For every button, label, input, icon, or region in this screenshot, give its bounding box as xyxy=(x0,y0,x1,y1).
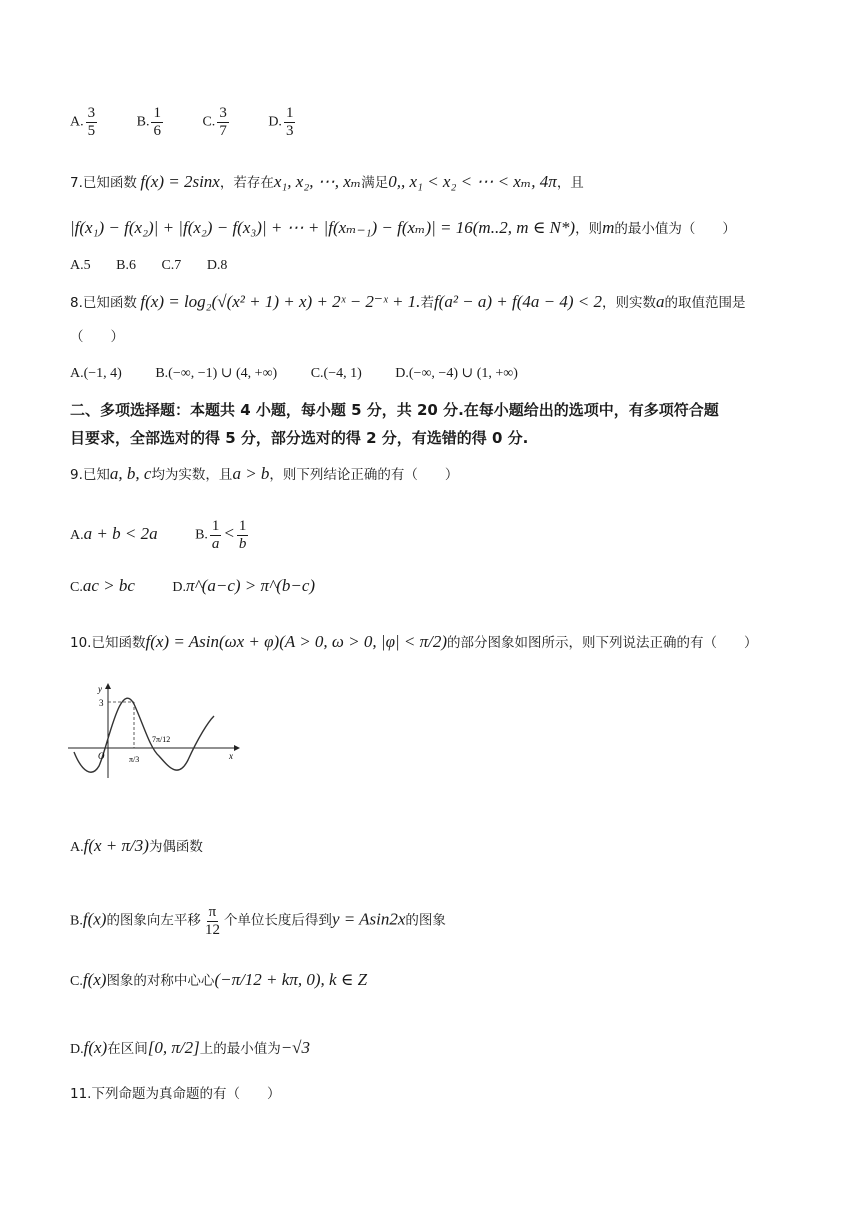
q8-options xyxy=(70,364,518,384)
q10-option-a: A.f(x + π/3)为偶函数 xyxy=(70,836,203,855)
fraction: $\frac{3}{7}$ xyxy=(219,105,227,139)
q8-stem: 8.已知函数 f(x) = log₂(√(x² + 1) + x) + 2ˣ − 2⁻ˣ + 1.若f(a² − a) + f(4a − 4) < 2，则实数a的取值范围是 xyxy=(70,292,746,311)
q6-option-b: B. $\frac{1}{6}$ xyxy=(136,105,161,139)
q10-stem: 10.已知函数f(x) = Asin(ωx + φ)(A > 0, ω > 0, |φ| < π/2)的部分图象如图所示，则下列说法正确的有（ ） xyxy=(70,632,758,651)
q8-option-d: D.(−∞, −4) ∪ (1, +∞) xyxy=(395,366,518,381)
q6-option-a: A. $\frac{3}{5}$ xyxy=(70,105,96,139)
sine-graph xyxy=(64,680,244,780)
q7-option-a: A.5 xyxy=(70,258,91,273)
sine-curve xyxy=(74,698,214,772)
section2-line2: 目要求，全部选对的得 5 分，部分选对的得 2 分，有选错的得 0 分. xyxy=(70,429,529,447)
q7-option-b: B.6 xyxy=(116,258,136,273)
y-axis-arrow xyxy=(105,683,111,689)
max-value-label: 3 xyxy=(99,698,104,708)
fraction: $\frac{1}{b}$ xyxy=(238,518,247,552)
q7-option-d: D.8 xyxy=(206,258,228,273)
fraction: $\frac{3}{5}$ xyxy=(87,105,96,139)
x-axis-label: x xyxy=(229,751,233,761)
q8-option-b: B.(−∞, −1) ∪ (4, +∞) xyxy=(155,366,278,381)
q9-option-a: A.a + b < 2a xyxy=(70,523,158,543)
q9-option-d: D.π^(a−c) > π^(b−c) xyxy=(172,576,316,595)
q6-option-d: D. $\frac{1}{3}$ xyxy=(268,105,294,139)
fraction: $\frac{\pi}{12}$ xyxy=(204,904,220,938)
y-axis-label: y xyxy=(98,684,102,694)
tick-label-pi-3: π/3 xyxy=(129,755,140,764)
q7-stem: 7.已知函数 f(x) = 2sinx，若存在x₁, x₂, ⋯, xₘ满足0,, x₁ < x₂ < ⋯ < xₘ, 4π，且 xyxy=(70,172,584,191)
fraction: $\frac{1}{a}$ xyxy=(211,518,220,552)
q9-options-cd xyxy=(70,576,349,598)
q6-options xyxy=(70,105,331,140)
q9-option-c: C.ac > bc xyxy=(70,576,135,595)
q9-option-b: B. $\frac{1}{a}$ < $\frac{1}{b}$ xyxy=(195,518,247,552)
q8-paren: （ ） xyxy=(70,329,124,345)
q10-option-d: D.f(x)在区间[0, π/2]上的最小值为−√3 xyxy=(70,1038,311,1057)
q9-stem: 9.已知a, b, c均为实数，且a > b，则下列结论正确的有（ ） xyxy=(70,464,459,483)
origin-label: O xyxy=(98,751,105,761)
q7-condition: |f(x₁) − f(x₂)| + |f(x₂) − f(x₃)| + ⋯ + |f(xₘ₋₁) − f(xₘ)| = 16(m..2, m ∈ N*)，则m的最小值为（ ） xyxy=(70,218,736,237)
q7-option-c: C.7 xyxy=(161,258,182,273)
section2-line1: 二、多项选择题：本题共 4 小题，每小题 5 分，共 20 分.在每小题给出的选项中，有多项符合题 xyxy=(70,401,719,419)
q8-option-a: A.(−1, 4) xyxy=(70,366,122,381)
x-axis-arrow xyxy=(234,745,240,751)
fraction: $\frac{1}{6}$ xyxy=(153,105,161,139)
tick-label-7pi-12: 7π/12 xyxy=(152,735,171,744)
q10-option-b: B.f(x)的图象向左平移 $\frac{\pi}{12}$ 个单位长度后得到y = Asin2x的图象 xyxy=(70,904,446,938)
q11-stem: 11.下列命题为真命题的有（ ） xyxy=(70,1086,281,1102)
q6-option-c: C. $\frac{3}{7}$ xyxy=(202,105,227,139)
q7-options xyxy=(70,256,249,276)
q10-option-c: C.f(x)图象的对称中心心(−π/12 + kπ, 0), k ∈ Z xyxy=(70,970,368,989)
q9-options-ab xyxy=(70,518,284,553)
fraction: $\frac{1}{3}$ xyxy=(285,105,294,139)
q8-option-c: C.(−4, 1) xyxy=(310,366,362,381)
